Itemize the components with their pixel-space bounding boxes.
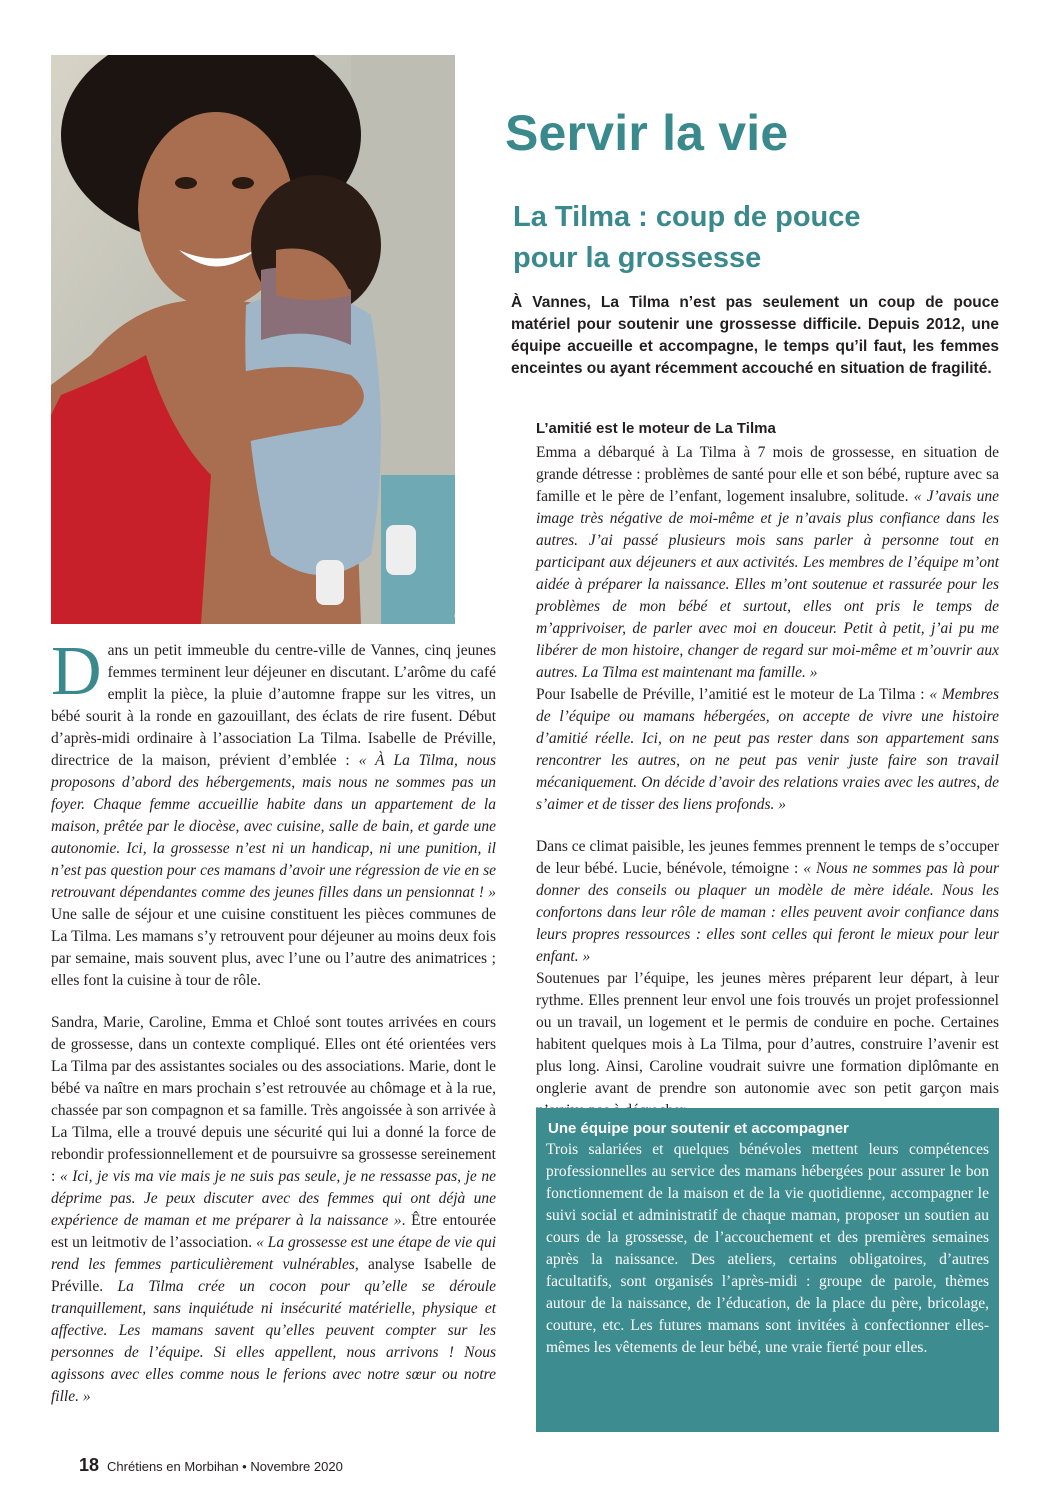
right-paragraph-4: Soutenues par l’équipe, les jeunes mères préparent leur départ, à leur rythme. Elles prennent leur envol une fois trouvés un projet professionnel ou un travail, un logement et le permis de conduire en poche. Certaines habitent quelques mois à La Tilma, pour d’autres, construire l’avenir est plus long. Ainsi, Caroline voudrait suivre une formation diplômante en onglerie avant de prendre son autonomie avec son petit garçon mais (536, 970, 999, 1097)
drop-cap: D (51, 633, 102, 710)
text-run: ans un petit immeuble du centre-ville de Vannes, cinq jeunes femmes terminent leur déjeuner en discutant. L’arôme du café emplit la pièce, la pluie d’automne frappe sur les vitres, un bébé sourit à la ronde en gazouillant, des éclats de rire fusent. Début d’après-midi ordinaire à l’association La Tilma. Isabelle de Préville, directrice de la maison, prévient d’emblée : (51, 642, 496, 769)
right-paragraph-1 (536, 442, 999, 684)
text-run: Sandra, Marie, Caroline, Emma et Chloé sont toutes arrivées en cours de grossesse, dans un contexte compliqué. Elles ont été orientées vers La Tilma par des assistantes sociales ou des associations. Marie, dont le bébé va naître en mars prochain s’est retrouvée au chômage et à la rue, chassée par son compagnon et sa famille. Très angoissée à son arrivée à La Tilma, elle a trouvé depuis une sécurité qui lui a donné la force de rebondir professionnellement et de poursuivre sa grossesse sereinement : (51, 1014, 496, 1185)
quote-run: « La grossesse est une étape de vie qui rend les femmes particulièrement vulnérables (51, 1234, 497, 1273)
info-box (536, 1108, 999, 1432)
publication-info: Chrétiens en Morbihan • Novembre 2020 (107, 1459, 343, 1474)
photo-illustration (51, 55, 455, 624)
quote-run: « À La Tilma, nous proposons d’abord des hébergements, mais nous ne sommes pas un foyer. Chaque femme accueillie habite dans un appartement de la maison, prêtée par le diocèse, avec cuisine, salle de bain, et garde une autonomie. Ici, la grossesse n’est ni un handicap, ni une punition, il n’est pas question pour ces mamans d’avoir une régression de vie en se retrouvant dépendantes comme des jeunes filles dans un pensionnat ! » (51, 752, 496, 901)
quote-run: « Ici, je vis ma vie mais je ne suis pas seule, je ne ressasse pas, je ne déprime pas. Je peux discuter avec des femmes qui ont déjà une expérience de maman et me préparer à la naissance » (51, 1168, 496, 1229)
article-subtitle (513, 197, 861, 279)
article-photo (51, 55, 455, 624)
text-run: Dans ce climat paisible, les jeunes femmes prennent le temps de s’occuper de leur bébé. Lucie, bénévole, témoigne : (536, 838, 999, 877)
quote-run: « Nous ne sommes pas là pour donner des conseils ou plaquer un modèle de mère idéale. Nous les confortons dans leur rôle de maman : elles peuvent avoir confiance dans leurs propres ressources : elles sont celles qui feront le mieux pour leur enfant. » (536, 860, 1000, 965)
quote-run: La Tilma crée un cocon pour qu’elle se déroule tranquillement, sans inquiétude ni insécurité matérielle, physique et affective. Les mamans savent qu’elles peuvent compter sur les personnes de l’équipe. Si elles appellent, nous arrivons ! Nous agissons avec elles comme nous le ferions avec notre sœur ou notre fille. » (51, 1278, 497, 1405)
right-paragraph-3 (536, 836, 999, 968)
subtitle-line-2: pour la grossesse (513, 242, 762, 274)
article-title: Servir la vie (505, 105, 789, 161)
text-run: Une salle de séjour et une cuisine constituent les pièces communes de La Tilma. Les mamans s’y retrouvent pour déjeuner au moins deux fois par semaine, mais souvent plus, avec l’une ou l’autre des animatrices ; elles font la cuisine à tour de rôle. (51, 906, 496, 989)
left-column (51, 633, 497, 1408)
info-box-body: Trois salariées et quelques bénévoles mettent leurs compétences professionnelles au service des mamans hébergées pour assurer le bon fonctionnement de la maison et de la vie quotidienne, accompagner le suivi social et administratif de chaque maman, proposer un soutien au cours de la grossesse, de l’accouchement et des premières semaines après la naissance. Des ateliers, certains obligatoires, d’autres facultatifs, sont organisés l’après-midi : groupe de parole, thèmes autour de la naissance, de l’éducation, de la place du père, bricolage, couture, etc. Les futures mamans sont invitées à confectionner elles-mêmes les vêtements de leur bébé, une vraie fierté pour elles. (546, 1141, 989, 1356)
right-column (536, 418, 999, 1122)
left-paragraph-2 (51, 1012, 496, 1408)
page-number: 18 (79, 1455, 100, 1475)
info-box-title: Une équipe pour soutenir et accompagner (548, 1120, 849, 1137)
left-paragraph-1 (51, 633, 496, 992)
subtitle-line-1: La Tilma : coup de pouce (513, 201, 861, 233)
right-paragraph-2 (536, 684, 999, 816)
text-run: , analyse Isabelle de Préville. (51, 1256, 496, 1295)
quote-run: « J’avais une image très négative de moi-même et je n’avais plus confiance dans les autres. J’ai passé plusieurs mois sans parler à personne tout en participant aux déjeuners et aux activités. Les membres de l’équipe m’ont aidée à préparer la naissance. Elles m’ont soutenue et rassurée pour les problèmes de mon bébé et surtout, elles ont pris le temps de m’apprivoiser, de parler avec moi en douceur. Petit à petit, j’ai pu me libérer de mon histoire, changer de regard sur moi-même et m’ouvrir aux autres. La Tilma est maintenant ma famille. » (536, 488, 999, 681)
quote-run: « Membres de l’équipe ou mamans hébergées, on accepte de vivre une histoire d’amitié réelle. Ici, on ne peut pas rester dans son appartement sans rencontrer les autres, on ne peut pas venir juste faire son travail mécaniquement. On décide d’avoir des relations vraies avec les autres, de s’aimer et de tisser des liens profonds. » (536, 686, 999, 813)
text-run: . Être entourée est un leitmotiv de l’association. (51, 1212, 496, 1251)
photo-credit: © Côme de Préville (453, 532, 465, 620)
lead-paragraph: À Vannes, La Tilma n’est pas seulement un coup de pouce matériel pour soutenir une grossesse difficile. Depuis 2012, une équipe accueille et accompagne, le temps qu’il faut, les femmes enceintes ou ayant récemment accouché en situation de fragilité. (511, 294, 999, 377)
text-run: Pour Isabelle de Préville, l’amitié est le moteur de La Tilma : (536, 686, 930, 703)
text-run: Emma a débarqué à La Tilma à 7 mois de grossesse, en situation de grande détresse : problèmes de santé pour elle et son bébé, rupture avec sa famille et le père de l’enfant, logement insalubre, solitude. (536, 444, 999, 505)
section-heading: L’amitié est le moteur de La Tilma (536, 420, 776, 437)
page-footer (79, 1455, 343, 1476)
